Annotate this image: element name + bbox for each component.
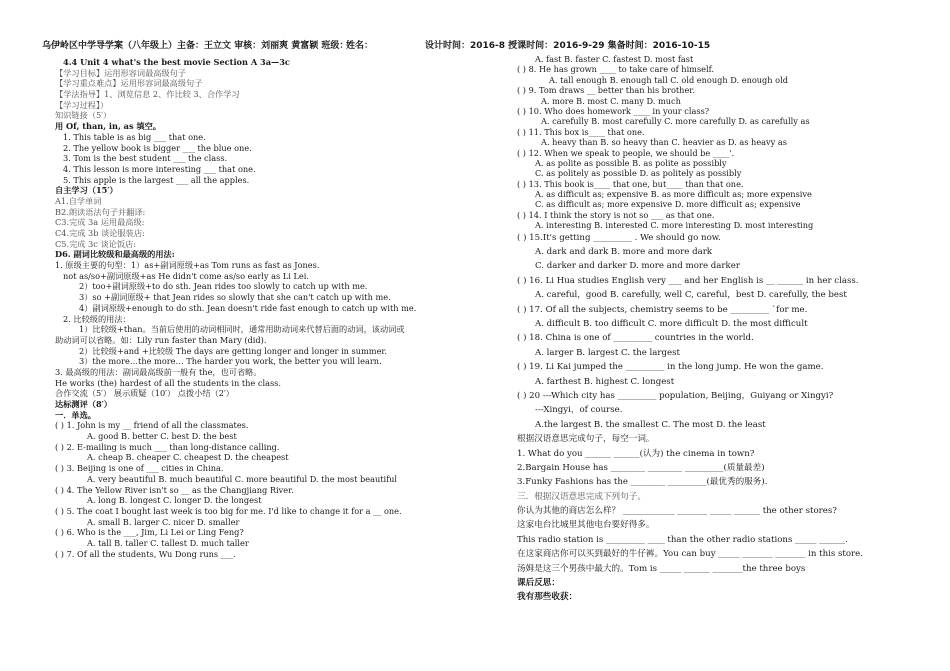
text-line: D6. 副词比较级和最高级的用法:: [55, 249, 175, 260]
text-line: ( ) 1. John is my __ friend of all the classmates.: [55, 420, 249, 431]
text-line: 4.4 Unit 4 what's the best movie Section A 3a—3c: [63, 57, 290, 67]
text-line: ( ) 2. E-mailing is much ___ than long-distance calling.: [55, 441, 280, 452]
left-column: [55, 57, 455, 559]
text-line: ( ) 4. The Yellow River isn't so __ as the Changjiang River.: [55, 484, 294, 495]
text-line: 3. Tom is the best student ___ the class.: [63, 153, 228, 164]
text-line: B2.朗读语法句子并翻译:: [55, 206, 146, 217]
text-line: 3.Funky Fashions has the ________ _________(最优秀的服务).: [517, 477, 768, 488]
text-line: A. tall B. taller C. tallest D. much taller: [87, 537, 249, 548]
text-line: 【学习目标】运用形容词最高级句子: [55, 67, 187, 78]
text-line: 根据汉语意思完成句子，每空一词。: [517, 434, 655, 445]
text-line: 你认为其他的商店怎么样？ ____________ _______ _____ ______ the other stores?: [517, 506, 837, 517]
page-header: [42, 38, 922, 52]
text-line: A. long B. longest C. longer D. the longest: [87, 495, 262, 506]
text-line: 课后反思：: [517, 578, 560, 589]
text-line: ( ) 17. Of all the subjects, chemistry seems to be _________ `for me.: [517, 304, 808, 315]
date-info: 设计时间：2016-8 授课时间：2016-9-29 集备时间：2016-10-15: [425, 41, 711, 51]
text-line: ( ) 18. China is one of _________ countries in the world.: [517, 333, 754, 344]
text-line: A. very beautiful B. much beautiful C. more beautiful D. the most beautiful: [87, 473, 398, 484]
text-line: ( ) 14. I think the story is not so ___ as that one.: [517, 209, 715, 220]
text-line: ( ) 8. He has grown ____ to take care of himself.: [517, 64, 714, 75]
text-line: A. farthest B. highest C. longest: [535, 376, 675, 387]
text-line: A. interesting B. interested C. more interesting D. most interesting: [535, 220, 814, 231]
text-line: 3）so +副词原级+ that Jean rides so slowly that she can't catch up with me.: [79, 292, 391, 303]
text-line: 2.Bargain House has ________ ________ _________(质量最差): [517, 462, 765, 473]
name-label: 姓名：: [346, 41, 374, 51]
text-line: 【学习重点难点】运用形容词最高级句子: [55, 78, 203, 89]
text-line: A. tall enough B. enough tall C. old enough D. enough old: [549, 74, 788, 85]
right-column-part-b: [517, 231, 907, 605]
text-line: 这家电台比城里其他电台要好得多。: [517, 520, 655, 531]
text-line: A. more B. most C. many D. much: [541, 95, 681, 106]
text-line: 达标测评（8′）: [55, 399, 112, 409]
text-line: 合作交流（5′） 展示质疑（10′） 点拨小结（2′）: [55, 388, 234, 399]
text-line: A. small B. larger C. nicer D. smaller: [87, 516, 240, 527]
text-line: 1. This table is as big ___ that one.: [63, 131, 206, 142]
text-line: 5. This apple is the largest ___ all the apples.: [63, 174, 250, 185]
text-line: ( ) 7. Of all the students, Wu Dong runs ___.: [55, 548, 236, 559]
text-line: C. as difficult as; more expensive D. more difficult as; expensive: [535, 199, 801, 210]
text-line: A. cheap B. cheaper C. cheapest D. the cheapest: [87, 452, 289, 463]
text-line: A. as difficult as; expensive B. as more difficult as; more expensive: [535, 189, 812, 200]
text-line: C. as politely as possible D. as politely as possibly: [535, 168, 742, 179]
text-line: This radio station is _________ ____ than the other radio stations _____ ______.: [517, 534, 848, 545]
text-line: C4.完成 3b 谈论服装店:: [55, 228, 145, 238]
text-line: 知识链接（5′）: [55, 110, 112, 121]
text-line: not as/so+副词原级+as He didn't come as/so early as Li Lei.: [63, 270, 309, 281]
text-line: 1. What do you ______ ______(认为) the cinema in town?: [517, 448, 755, 459]
text-line: A. dark and dark B. more and more dark: [535, 247, 713, 258]
text-line: ( ) 20 ---Which city has _________ population, Beijing，Guiyang or Xingyi?: [517, 390, 834, 401]
text-line: 自主学习（15′）: [55, 185, 118, 196]
text-line: 2）too+副词原级+to do sth. Jean rides too slowly to catch up with me.: [79, 281, 368, 292]
text-line: ( ) 6. Who is the ___, Jim, Li Lei or Ling Feng?: [55, 527, 244, 538]
text-line: A. fast B. faster C. fastest D. most fast: [535, 54, 694, 64]
text-line: 2. The yellow book is bigger ___ the blue one.: [63, 142, 252, 153]
text-line: 用 Of, than, in, as 填空。: [55, 121, 161, 132]
text-line: 4. This lesson is more interesting ___ that one.: [63, 163, 256, 174]
text-line: 助动词可以省略。如：Lily run faster than Mary (did).: [55, 334, 267, 345]
text-line: A. good B. better C. best D. the best: [87, 431, 237, 442]
text-line: 2）比较级+and +比较级 The days are getting longer and longer in summer.: [79, 345, 388, 356]
text-line: ( ) 5. The coat I bought last week is too big for me. I'd like to change it for a __ one.: [55, 505, 402, 516]
text-line: A. as polite as possible B. as polite as possibly: [535, 157, 727, 168]
text-line: A. larger B. largest C. the largest: [535, 347, 680, 358]
text-line: ( ) 16. Li Hua studies English very ___ and her English is __ ______ in her class.: [517, 275, 859, 286]
text-line: ( ) 19. Li Kai jumped the _________ in the long jump. He won the game.: [517, 362, 824, 373]
text-line: 1. 原级主要的句型：1）as+副词原级+as Tom runs as fast as Jones.: [55, 260, 320, 271]
text-line: C5.完成 3c 谈论饭店:: [55, 238, 136, 249]
text-line: 1）比较级+than。当前后使用的动词相同时，通常用助动词来代替后面的动词，该动词或: [79, 324, 405, 335]
text-line: 汤姆是这三个男孩中最大的。Tom is _____ ______ _______the three boys: [517, 563, 806, 574]
text-line: 三．根据汉语意思完成下列句子。: [517, 491, 646, 502]
text-line: 3）the more…the more… The harder you work, the better you will learn.: [79, 356, 382, 367]
text-line: 4）副词原级+enough to do sth. Jean doesn't ride fast enough to catch up with me.: [79, 302, 417, 313]
text-line: A. careful，good B. carefully, well C, careful，best D. carefully, the best: [535, 290, 847, 301]
text-line: A1.自学单词: [55, 195, 102, 206]
text-line: C. darker and darker D. more and more darker: [535, 261, 740, 272]
text-line: 【学习过程】）: [55, 99, 109, 110]
text-line: A. carefully B. most carefully C. more carefully D. as carefully as: [541, 116, 810, 127]
text-line: ---Xingyi，of course.: [535, 405, 623, 416]
text-line: 3. 最高级的用法：副词最高级前一般有 the，也可省略。: [55, 366, 262, 377]
text-line: 在这家商店你可以买到最好的牛仔裤。You can buy _____ _______ _______ in this store.: [517, 549, 863, 560]
text-line: 一．单选。: [55, 409, 96, 420]
text-line: A. difficult B. too difficult C. more difficult D. the most difficult: [535, 318, 808, 329]
text-line: He works (the) hardest of all the students in the class.: [55, 377, 281, 388]
text-line: ( ) 15.It's getting _________ . We should go now.: [517, 232, 721, 243]
text-line: ( ) 10. Who does homework ____ in your class?: [517, 105, 710, 116]
text-line: ( ) 9. Tom draws __ better than his brother.: [517, 85, 695, 96]
right-column: [517, 54, 907, 605]
text-line: ( ) 11. This box is____ that one.: [517, 126, 645, 137]
text-line: 2. 比较级的用法：: [63, 313, 131, 324]
school-info: 乌伊岭区中学导学案（八年级上）主备：王立文 审核：刘丽爽 黄富颖 班级：: [42, 41, 349, 51]
text-line: ( ) 3. Beijing is one of ___ cities in China.: [55, 463, 224, 474]
text-line: 我有那些收获：: [517, 592, 578, 603]
text-line: ( ) 13. This book is____ that one, but____ than that one.: [517, 178, 744, 189]
text-line: A. heavy than B. so heavy than C. heavier as D. as heavy as: [541, 137, 787, 148]
text-line: A.the largest B. the smallest C. The most D. the least: [535, 419, 766, 430]
text-line: ( ) 12. When we speak to people, we should be ____'.: [517, 147, 735, 158]
text-line: 【学法指导】1、浏览信息 2、作比较 3、合作学习: [55, 89, 240, 100]
text-line: C3.完成 3a 运用最高级:: [55, 217, 145, 228]
right-column-part-a: [517, 54, 907, 231]
